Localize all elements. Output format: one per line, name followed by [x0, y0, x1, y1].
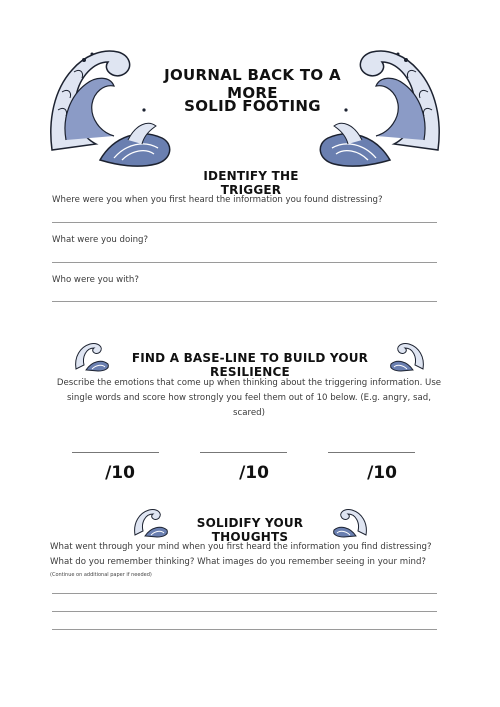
- score-3: /10: [367, 463, 397, 483]
- section-heading-solidify: SOLIDIFY YOUR THOUGHTS: [196, 516, 304, 544]
- emotion-word-line-3[interactable]: [328, 452, 415, 453]
- section-heading-identify-trigger: IDENTIFY THE TRIGGER: [203, 169, 299, 197]
- answer-line-where[interactable]: [52, 222, 437, 223]
- answer-line-doing[interactable]: [52, 262, 437, 263]
- answer-line-thoughts-3[interactable]: [52, 629, 437, 630]
- wave-icon: [72, 339, 112, 373]
- page-title-line2: SOLID FOOTING: [184, 97, 321, 115]
- score-2: /10: [239, 463, 269, 483]
- answer-line-with[interactable]: [52, 301, 437, 302]
- question-thoughts-2: What do you remember thinking? What images do you remember seeing in your mind?: [50, 557, 426, 567]
- question-thoughts-1: What went through your mind when you first heard the information you find distressing?: [50, 542, 432, 552]
- question-with: Who were you with?: [52, 275, 139, 285]
- answer-line-thoughts-2[interactable]: [52, 611, 437, 612]
- section-heading-baseline: FIND A BASE-LINE TO BUILD YOUR RESILIENCE: [131, 351, 369, 379]
- wave-illustration-left: [44, 40, 176, 168]
- answer-line-thoughts-1[interactable]: [52, 593, 437, 594]
- question-doing: What were you doing?: [52, 235, 149, 245]
- question-where: Where were you when you first heard the information you found distressing?: [52, 195, 383, 205]
- page-title-line1: JOURNAL BACK TO A MORE: [164, 66, 341, 102]
- score-1: /10: [105, 463, 135, 483]
- emotion-word-line-1[interactable]: [72, 452, 159, 453]
- wave-icon: [131, 505, 171, 539]
- wave-icon: [330, 505, 370, 539]
- wave-icon: [387, 339, 427, 373]
- continue-note: (Continue on additional paper if needed): [50, 572, 152, 578]
- instructions-emotions: Describe the emotions that come up when thinking about the triggering information. Use single words and score how strongly you feel them out of 10 below. (E.g. angry, sad, scared): [56, 378, 442, 418]
- emotion-word-line-2[interactable]: [200, 452, 287, 453]
